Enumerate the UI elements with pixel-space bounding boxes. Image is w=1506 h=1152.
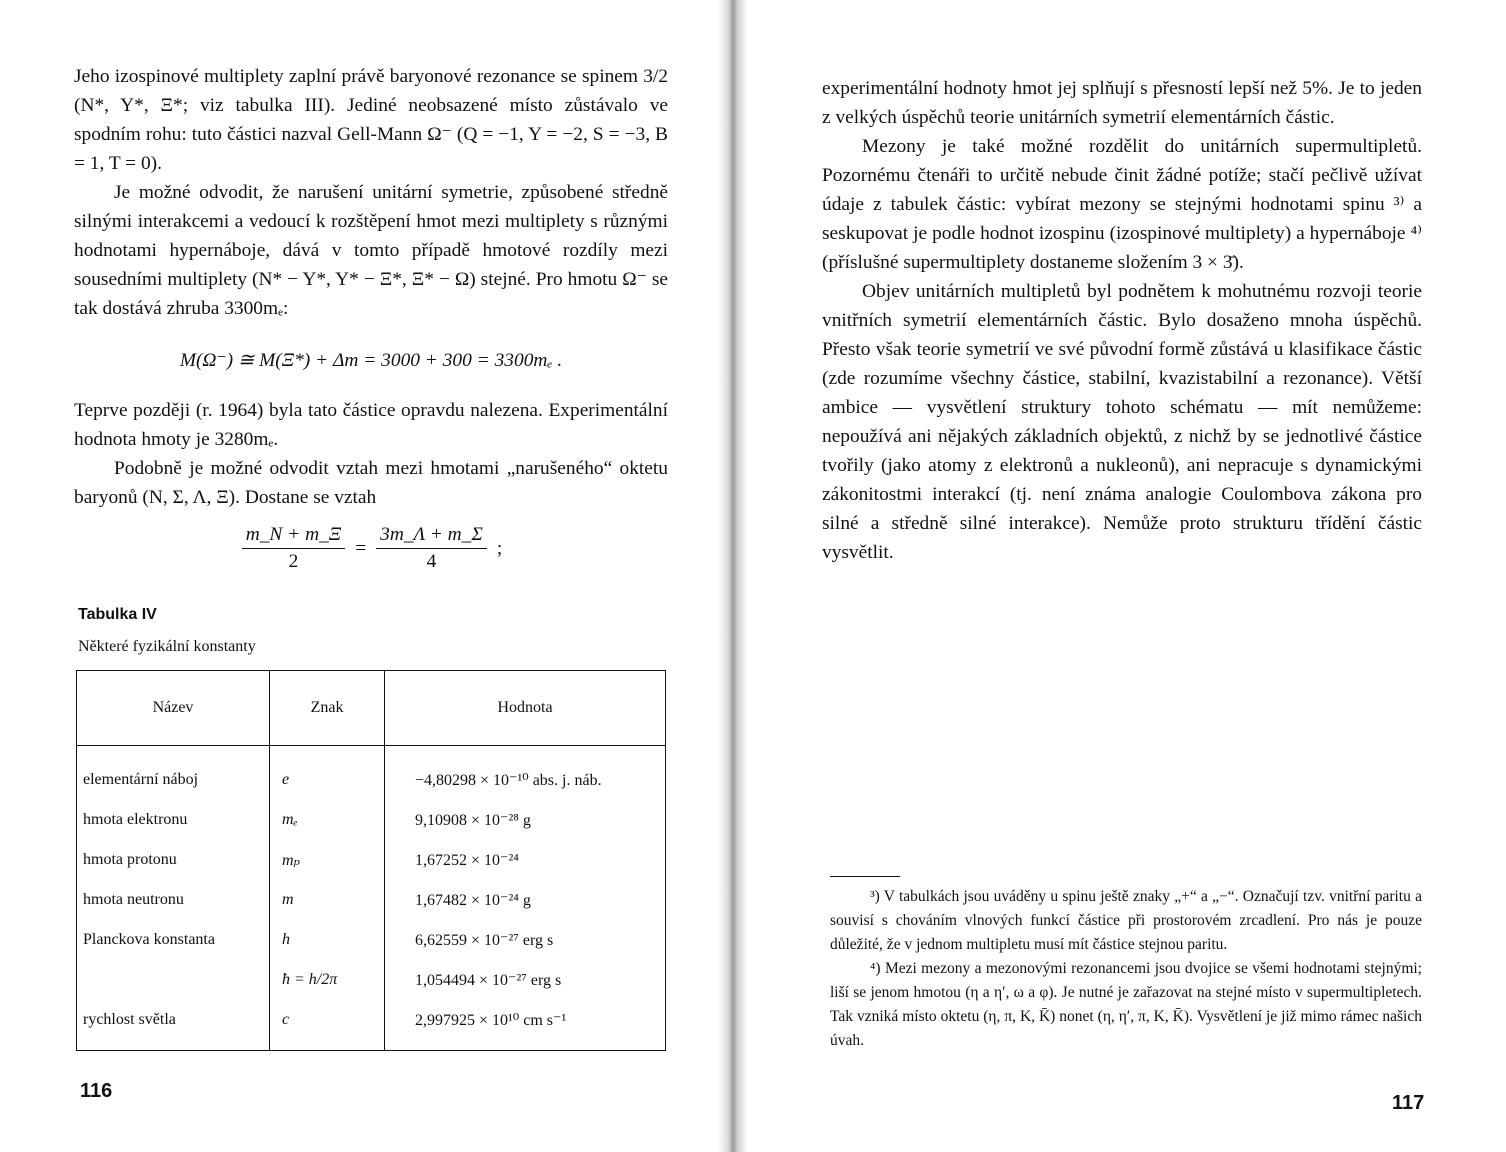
cell-value: 1,67252 × 10⁻²⁴	[415, 852, 519, 869]
footnote-4: ⁴) Mezi mezony a mezonovými rezonancemi jsou dvojice se všemi hodnotami stejnými; liší se jenom hmotou (η a η′, ω a φ). Je nutné je zařazovat na stejné místo v supermultipletech. Tak vzniká místo oktetu (η, π, K, K̄) nonet (η, η′, π, K, K̄). Vysvětlení je již mimo rámec našich úvah.	[830, 960, 1422, 1049]
table-caption: Tabulka IV	[78, 606, 157, 623]
cell-value: 2,997925 × 10¹⁰ cm s⁻¹	[415, 1012, 567, 1029]
cell-value: 6,62559 × 10⁻²⁷ erg s	[415, 932, 554, 949]
right-paragraph-1: experimentální hodnoty hmot jej splňují s přesností lepší než 5%. Je to jeden z velkých úspěchů teorie unitárních symetrií elementárních částic.	[822, 78, 1422, 128]
cell-name: hmota neutronu	[77, 880, 270, 920]
left-page	[74, 0, 668, 1152]
fraction-left-numerator: m_N + m_Ξ	[242, 524, 346, 549]
fraction-left	[242, 524, 346, 573]
fraction-right-numerator: 3m_Λ + m_Σ	[376, 524, 487, 549]
table-row	[77, 800, 666, 840]
table-row	[77, 920, 666, 960]
cell-symbol: mₚ	[270, 840, 385, 880]
table-subcaption: Některé fyzikální konstanty	[78, 638, 256, 655]
table-row	[77, 960, 666, 1000]
table-header-row	[77, 671, 666, 746]
cell-name: rychlost světla	[77, 1000, 270, 1051]
fraction-right-denominator: 4	[426, 551, 437, 572]
left-paragraph-1: Jeho izospinové multiplety zaplní právě baryonové rezonance se spinem 3/2 (N*, Y*, Ξ*; viz tabulka III). Jediné neobsazené místo zůstávalo ve spodním rohu: tuto částici nazval Gell-Mann Ω⁻ (Q = −1, Y = −2, S = −3, B = 1, T = 0).	[74, 66, 668, 174]
table-row	[77, 1000, 666, 1051]
cell-name: hmota protonu	[77, 840, 270, 880]
footnote-3: ³) V tabulkách jsou uváděny u spinu ještě znaky „+“ a „−“. Označují tzv. vnitřní paritu a souvisí s chováním vlnových funkcí částice při prostorovém zrcadlení. Pro nás je pouze důležité, že v jednom multipletu musí mít částice stejnou paritu.	[830, 888, 1422, 953]
cell-symbol: e	[270, 746, 385, 801]
cell-symbol: c	[270, 1000, 385, 1051]
cell-value: 1,67482 × 10⁻²⁴ g	[415, 892, 531, 909]
header-symbol: Znak	[270, 671, 385, 746]
cell-name	[77, 960, 270, 1000]
formula-semicolon: ;	[496, 537, 503, 559]
book-gutter	[718, 0, 748, 1152]
cell-value: 9,10908 × 10⁻²⁸ g	[415, 812, 531, 829]
cell-name: elementární náboj	[77, 746, 270, 801]
cell-name: Planckova konstanta	[77, 920, 270, 960]
footnote-rule	[830, 876, 900, 877]
cell-symbol: h	[270, 920, 385, 960]
table-row	[77, 880, 666, 920]
left-paragraph-2: Je možné odvodit, že narušení unitární symetrie, způsobené středně silnými interakcemi a vedoucí k rozštěpení hmot mezi multiplety s různými hodnotami hypernáboje, dává v tomto případě hmotové rozdíly mezi sousedními multiplety (N* − Y*, Y* − Ξ*, Ξ* − Ω) stejné. Pro hmotu Ω⁻ se tak dostává zhruba 3300mₑ:	[74, 182, 668, 319]
fraction-left-denominator: 2	[288, 551, 299, 572]
equals-sign: =	[355, 537, 367, 559]
right-paragraph-3: Objev unitárních multipletů byl podnětem k mohutnému rozvoji teorie vnitřních symetrií elementárních částic. Bylo dosaženo mnoha úspěchů. Přesto však teorie symetrií ve své původní formě zůstává u klasifikace částic (zde rozumíme všechny částice, stabilní, kvazistabilní a rezonance). Větší ambice — vysvětlení struktury tohoto schématu — mít nemůžeme: nepoužívá ani nějakých základních objektů, z nichž by se jednotlivé částice tvořily (jako atomy z elektronů a nukleonů), ani nepracuje s dynamickými zákonitostmi interakcí (tj. není známa analogie Coulombova zákona pro silné a středně silné interakce). Nemůže proto strukturu třídění částic vysvětlit.	[822, 281, 1422, 563]
table-row	[77, 746, 666, 801]
page-number-right: 117	[1392, 1092, 1425, 1114]
left-paragraph-3: Teprve později (r. 1964) byla tato částice opravdu nalezena. Experimentální hodnota hmoty je 3280mₑ.	[74, 400, 668, 450]
left-paragraph-4: Podobně je možné odvodit vztah mezi hmotami „narušeného“ oktetu baryonů (N, Σ, Λ, Ξ). Dostane se vztah	[74, 458, 668, 508]
table-row	[77, 840, 666, 880]
constants-table	[76, 670, 666, 1051]
formula-octet-mass	[74, 524, 668, 573]
right-paragraph-2: Mezony je také možné rozdělit do unitárních supermultipletů. Pozornému čtenáři to určitě nebude činit žádné potíže; stačí pečlivě užívat údaje z tabulek částic: vybírat mezony se stejnými hodnotami spinu ³⁾ a seskupovat je podle hodnot izospinu (izospinové multiplety) a hypernáboje ⁴⁾ (příslušné supermultiplety dostaneme složením 3 × 3̄).	[822, 136, 1422, 273]
cell-symbol: ħ = h/2π	[270, 960, 385, 1000]
header-name: Název	[77, 671, 270, 746]
cell-value: −4,80298 × 10⁻¹⁰ abs. j. náb.	[415, 772, 602, 789]
right-page	[822, 0, 1425, 1152]
cell-value: 1,054494 × 10⁻²⁷ erg s	[415, 972, 562, 989]
formula-omega-mass: M(Ω⁻) ≅ M(Ξ*) + Δm = 3000 + 300 = 3300mₑ .	[179, 350, 563, 371]
cell-name: hmota elektronu	[77, 800, 270, 840]
cell-symbol: mₑ	[270, 800, 385, 840]
page-number-left: 116	[80, 1080, 113, 1102]
cell-symbol: m	[270, 880, 385, 920]
header-value: Hodnota	[385, 671, 666, 746]
fraction-right	[376, 524, 487, 573]
